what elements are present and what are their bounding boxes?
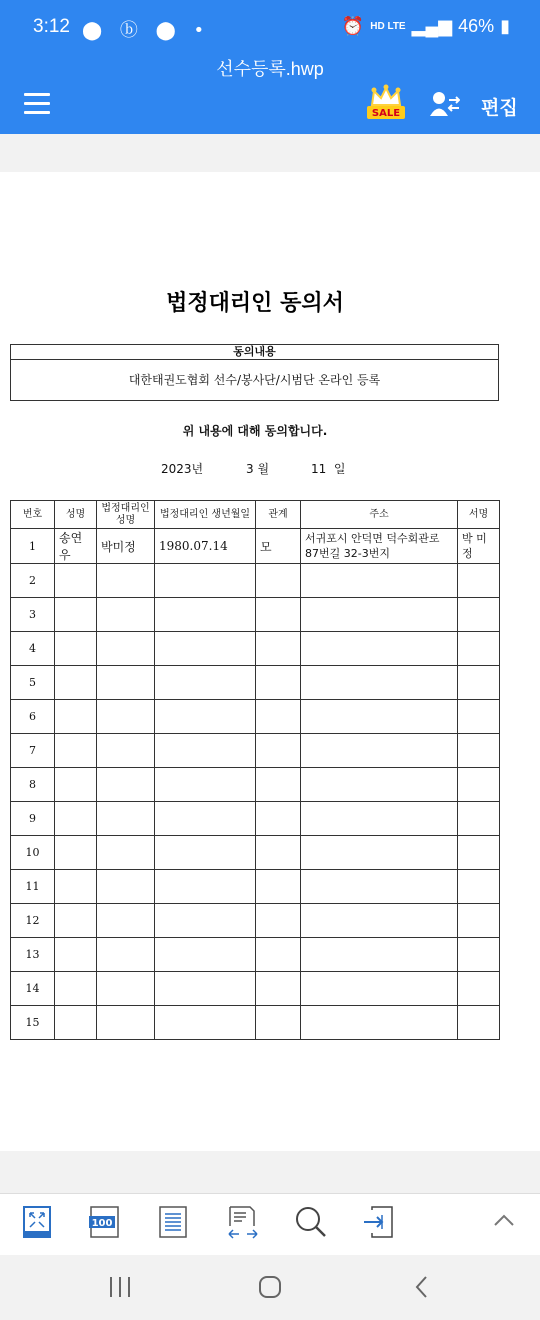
system-nav-bar xyxy=(0,1255,540,1320)
menu-icon[interactable] xyxy=(24,93,50,115)
row-name[interactable] xyxy=(55,598,97,632)
row-number[interactable]: 8 xyxy=(11,768,55,802)
row-relation[interactable] xyxy=(256,666,301,700)
row-address[interactable] xyxy=(301,632,458,666)
row-relation[interactable] xyxy=(256,972,301,1006)
row-guardian-name[interactable] xyxy=(97,870,155,904)
row-signature[interactable] xyxy=(458,734,500,768)
network-indicator: HD LTE xyxy=(370,20,406,32)
row-name[interactable] xyxy=(55,666,97,700)
row-signature[interactable] xyxy=(458,768,500,802)
row-guardian-birthdate[interactable]: 1980.07.14 xyxy=(155,529,256,564)
fit-page-icon[interactable] xyxy=(22,1204,52,1240)
document-title: 선수등록.hwp xyxy=(216,59,324,79)
row-relation[interactable] xyxy=(256,632,301,666)
sale-crown-icon[interactable] xyxy=(366,83,406,123)
row-guardian-birthdate[interactable] xyxy=(155,700,256,734)
row-address[interactable] xyxy=(301,1006,458,1040)
row-number[interactable]: 4 xyxy=(11,632,55,666)
row-signature[interactable] xyxy=(458,802,500,836)
row-address[interactable] xyxy=(301,700,458,734)
row-guardian-name[interactable] xyxy=(97,598,155,632)
row-relation[interactable] xyxy=(256,938,301,972)
row-guardian-name[interactable] xyxy=(97,802,155,836)
row-relation[interactable] xyxy=(256,768,301,802)
row-guardian-birthdate[interactable] xyxy=(155,836,256,870)
row-number[interactable]: 7 xyxy=(11,734,55,768)
row-number[interactable]: 13 xyxy=(11,938,55,972)
header-signature: 서명 xyxy=(458,501,500,529)
row-guardian-birthdate[interactable] xyxy=(155,972,256,1006)
row-relation[interactable] xyxy=(256,564,301,598)
row-guardian-birthdate[interactable] xyxy=(155,564,256,598)
row-relation[interactable] xyxy=(256,836,301,870)
row-relation[interactable]: 모 xyxy=(256,529,301,564)
reflow-icon[interactable] xyxy=(226,1204,260,1240)
battery-percent: 46% xyxy=(458,16,495,36)
header-guardian-birthdate: 법정대리인 생년월일 xyxy=(155,501,256,529)
row-address[interactable] xyxy=(301,938,458,972)
row-name[interactable] xyxy=(55,734,97,768)
notification-icons: ⬤ ⓑ ⬤ • xyxy=(82,20,211,41)
row-name[interactable] xyxy=(55,870,97,904)
zoom-label: 100 xyxy=(91,1218,113,1229)
header-address: 주소 xyxy=(301,501,458,529)
page-gap-top xyxy=(0,134,540,172)
row-guardian-name[interactable] xyxy=(97,938,155,972)
row-name[interactable]: 송연우 xyxy=(55,529,97,564)
row-guardian-name[interactable] xyxy=(97,972,155,1006)
app-bar xyxy=(0,47,540,134)
row-guardian-birthdate[interactable] xyxy=(155,768,256,802)
row-name[interactable] xyxy=(55,768,97,802)
row-signature[interactable] xyxy=(458,870,500,904)
export-icon[interactable] xyxy=(362,1204,396,1240)
row-relation[interactable] xyxy=(256,870,301,904)
row-relation[interactable] xyxy=(256,802,301,836)
row-guardian-birthdate[interactable] xyxy=(155,904,256,938)
row-guardian-birthdate[interactable] xyxy=(155,598,256,632)
table-row xyxy=(11,734,500,768)
row-guardian-name[interactable] xyxy=(97,564,155,598)
table-header-row xyxy=(11,501,500,529)
row-address[interactable] xyxy=(301,802,458,836)
header-number: 번호 xyxy=(11,501,55,529)
row-name[interactable] xyxy=(55,938,97,972)
row-number[interactable]: 11 xyxy=(11,870,55,904)
status-time: 3:12 xyxy=(33,16,70,37)
row-signature[interactable] xyxy=(458,700,500,734)
status-bar xyxy=(0,0,540,47)
row-number[interactable]: 6 xyxy=(11,700,55,734)
row-relation[interactable] xyxy=(256,1006,301,1040)
row-signature[interactable]: 박 미 정 xyxy=(458,529,500,564)
header-relation: 관계 xyxy=(256,501,301,529)
row-guardian-birthdate[interactable] xyxy=(155,734,256,768)
zoom-100-icon[interactable] xyxy=(88,1204,120,1240)
row-number[interactable]: 9 xyxy=(11,802,55,836)
row-relation[interactable] xyxy=(256,700,301,734)
row-number[interactable]: 2 xyxy=(11,564,55,598)
row-signature[interactable] xyxy=(458,904,500,938)
row-number[interactable]: 15 xyxy=(11,1006,55,1040)
agree-text: 위 내용에 대해 동의합니다. xyxy=(182,424,328,438)
table-row xyxy=(11,666,500,700)
row-guardian-name[interactable] xyxy=(97,1006,155,1040)
table-row xyxy=(11,1006,500,1040)
bottom-toolbar xyxy=(0,1193,540,1255)
row-signature[interactable] xyxy=(458,938,500,972)
collapse-icon[interactable] xyxy=(491,1208,517,1234)
row-number[interactable]: 1 xyxy=(11,529,55,564)
row-address[interactable] xyxy=(301,598,458,632)
row-signature[interactable] xyxy=(458,598,500,632)
table-row xyxy=(11,870,500,904)
status-right xyxy=(342,16,510,37)
row-guardian-name[interactable] xyxy=(97,632,155,666)
date-day: 11 일 xyxy=(311,462,346,476)
battery-icon: ▮ xyxy=(500,16,510,36)
consent-box xyxy=(10,344,499,401)
header-name: 성명 xyxy=(55,501,97,529)
row-address[interactable] xyxy=(301,836,458,870)
row-guardian-birthdate[interactable] xyxy=(155,666,256,700)
alarm-icon: ⏰ xyxy=(341,16,365,36)
row-guardian-name[interactable]: 박미정 xyxy=(97,529,155,564)
home-icon[interactable] xyxy=(256,1273,284,1301)
row-relation[interactable] xyxy=(256,904,301,938)
row-name[interactable] xyxy=(55,972,97,1006)
row-signature[interactable] xyxy=(458,564,500,598)
header-guardian-name: 법정대리인 성명 xyxy=(97,501,155,529)
row-address[interactable]: 서귀포시 안덕면 덕수회관로87번길 32-3번지 xyxy=(301,529,458,564)
search-icon[interactable] xyxy=(294,1204,328,1240)
row-name[interactable] xyxy=(55,904,97,938)
date-year: 2023년 xyxy=(161,462,204,476)
row-guardian-name[interactable] xyxy=(97,734,155,768)
row-relation[interactable] xyxy=(256,598,301,632)
edit-button[interactable]: 편집 xyxy=(481,97,518,119)
document-page[interactable] xyxy=(0,172,540,1151)
row-number[interactable]: 5 xyxy=(11,666,55,700)
consent-header: 동의내용 xyxy=(11,345,498,360)
table-row xyxy=(11,529,500,564)
row-signature[interactable] xyxy=(458,632,500,666)
row-address[interactable] xyxy=(301,904,458,938)
recent-apps-icon[interactable] xyxy=(106,1273,134,1301)
row-signature[interactable] xyxy=(458,1006,500,1040)
row-guardian-birthdate[interactable] xyxy=(155,802,256,836)
row-name[interactable] xyxy=(55,564,97,598)
table-row xyxy=(11,836,500,870)
row-guardian-birthdate[interactable] xyxy=(155,870,256,904)
row-name[interactable] xyxy=(55,1006,97,1040)
row-signature[interactable] xyxy=(458,972,500,1006)
row-address[interactable] xyxy=(301,870,458,904)
row-guardian-name[interactable] xyxy=(97,836,155,870)
row-address[interactable] xyxy=(301,564,458,598)
row-signature[interactable] xyxy=(458,666,500,700)
signal-icon: ▂▄▆ xyxy=(411,16,453,36)
row-guardian-name[interactable] xyxy=(97,700,155,734)
table-row xyxy=(11,564,500,598)
row-name[interactable] xyxy=(55,836,97,870)
table-row xyxy=(11,768,500,802)
table-row xyxy=(11,632,500,666)
row-guardian-birthdate[interactable] xyxy=(155,1006,256,1040)
row-number[interactable]: 10 xyxy=(11,836,55,870)
table-row xyxy=(11,972,500,1006)
row-name[interactable] xyxy=(55,802,97,836)
table-row xyxy=(11,802,500,836)
row-number[interactable]: 3 xyxy=(11,598,55,632)
table-row xyxy=(11,598,500,632)
row-guardian-name[interactable] xyxy=(97,768,155,802)
user-switch-icon[interactable] xyxy=(430,91,460,117)
back-icon[interactable] xyxy=(408,1273,436,1301)
row-guardian-name[interactable] xyxy=(97,904,155,938)
row-number[interactable]: 14 xyxy=(11,972,55,1006)
date-month: 3 월 xyxy=(246,462,270,476)
row-guardian-birthdate[interactable] xyxy=(155,938,256,972)
row-name[interactable] xyxy=(55,700,97,734)
row-address[interactable] xyxy=(301,768,458,802)
row-signature[interactable] xyxy=(458,836,500,870)
row-name[interactable] xyxy=(55,632,97,666)
sale-label: SALE xyxy=(371,108,401,119)
table-row xyxy=(11,938,500,972)
row-address[interactable] xyxy=(301,734,458,768)
document-heading: 법정대리인 동의서 xyxy=(166,291,344,316)
consent-body: 대한태권도협회 선수/봉사단/시범단 온라인 등록 xyxy=(128,373,381,387)
row-guardian-name[interactable] xyxy=(97,666,155,700)
row-relation[interactable] xyxy=(256,734,301,768)
row-number[interactable]: 12 xyxy=(11,904,55,938)
page-view-icon[interactable] xyxy=(158,1204,188,1240)
page-gap-bottom xyxy=(0,1151,540,1193)
row-address[interactable] xyxy=(301,666,458,700)
table-row xyxy=(11,700,500,734)
table-row xyxy=(11,904,500,938)
row-guardian-birthdate[interactable] xyxy=(155,632,256,666)
row-address[interactable] xyxy=(301,972,458,1006)
consent-table xyxy=(10,500,500,1040)
